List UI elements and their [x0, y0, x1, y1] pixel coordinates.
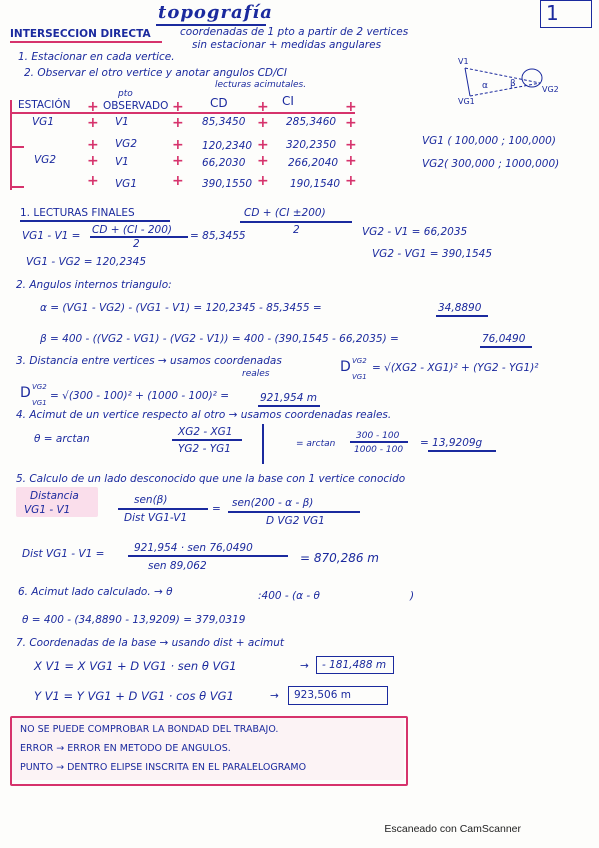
triangle-diagram: [440, 48, 590, 108]
row-observado: VG2: [115, 138, 137, 150]
table-row-tick: [10, 186, 24, 188]
lado-num2: sen(200 - α - β): [232, 497, 314, 509]
distancia-result: 921,954 m: [260, 392, 317, 404]
diagram-vg2-label: VG2: [542, 85, 559, 94]
beta-result-underline: [480, 346, 532, 348]
lado-num1: sen(β): [134, 494, 168, 506]
heading-line2: sin estacionar + medidas angulares: [192, 39, 382, 51]
table-plus-marker: +: [172, 153, 184, 169]
angulos-beta-eq: β = 400 - ((VG2 - VG1) - (VG2 - V1)) = 400 - (390,1545 - 66,2035) =: [40, 333, 399, 345]
acimut-num2: 300 - 100: [356, 431, 400, 441]
acimut-bar: [172, 439, 242, 441]
row-ci: 285,3460: [286, 116, 337, 128]
lecturas-eq1-den: 2: [133, 238, 140, 250]
diagram-v1-label: V1: [458, 57, 469, 66]
arrow-icon: →: [270, 690, 279, 702]
row-cd: 390,1550: [202, 178, 253, 190]
lecturas-title: 1. LECTURAS FINALES: [20, 207, 135, 219]
lado-dist-sub: VG1 - V1: [24, 504, 71, 516]
coords-vg2: VG2( 300,000 ; 1000,000): [422, 158, 560, 170]
lado-den2: D VG2 VG1: [266, 515, 325, 527]
lecturas-eq2: VG2 - V1 = 66,2035: [362, 226, 468, 238]
acimut-den2: 1000 - 100: [354, 445, 404, 455]
table-plus-marker: +: [257, 99, 269, 115]
step-2-note: lecturas acimutales.: [215, 80, 307, 90]
table-plus-marker: +: [345, 137, 357, 153]
row-observado: VG1: [115, 178, 137, 190]
lecturas-eq1-num: CD + (CI - 200): [92, 224, 173, 236]
table-plus-marker: +: [345, 173, 357, 189]
angulos-title: 2. Angulos internos triangulo:: [16, 279, 172, 291]
table-plus-marker: +: [87, 99, 99, 115]
arrow-icon: →: [300, 660, 309, 672]
row-cd: 85,3450: [202, 116, 246, 128]
acimut-lado-formula-end: ): [410, 590, 415, 602]
table-plus-marker: +: [172, 137, 184, 153]
col-cd-header: CD: [210, 96, 228, 110]
table-plus-marker: +: [345, 115, 357, 131]
table-plus-marker: +: [87, 173, 99, 189]
heading-underline: [10, 41, 162, 43]
row-observado: V1: [115, 156, 129, 168]
distancia-sub: VG1: [352, 373, 367, 381]
note-3: PUNTO → DENTRO ELIPSE INSCRITA EN EL PARALELOGRAMO: [20, 762, 307, 773]
acimut-lado-title: 6. Acimut lado calculado. → θ: [18, 586, 173, 598]
table-plus-marker: +: [172, 173, 184, 189]
distancia-title2: reales: [242, 369, 270, 379]
equals-sign: =: [212, 503, 221, 515]
page-title: topografía: [158, 2, 273, 23]
col-observado-header: OBSERVADO: [103, 100, 169, 112]
lado-bar1: [118, 508, 208, 510]
lecturas-formula-num: CD + (CI ±200): [244, 207, 326, 219]
distancia-sup: VG2: [352, 357, 367, 365]
angulos-alpha-result: 34,8890: [438, 302, 482, 314]
lecturas-underline: [20, 220, 170, 222]
table-plus-marker: +: [257, 115, 269, 131]
col-pto-header: pto: [118, 89, 133, 99]
lecturas-formula-den: 2: [293, 224, 300, 236]
step-1: 1. Estacionar en cada vertice.: [18, 51, 175, 63]
distancia-lhs-sub: VG1: [32, 399, 47, 407]
lecturas-eq3: VG1 - VG2 = 120,2345: [26, 256, 147, 268]
row-cd: 66,2030: [202, 157, 246, 169]
table-plus-marker: +: [87, 137, 99, 153]
distancia-eq: = √(300 - 100)² + (1000 - 100)² =: [50, 390, 230, 402]
note-2: ERROR → ERROR EN METODO DE ANGULOS.: [20, 743, 231, 754]
lado-dist-label: Distancia: [30, 490, 79, 502]
table-plus-marker: +: [87, 115, 99, 131]
acimut-eq: θ = arctan: [34, 433, 90, 445]
acimut-separator: [262, 424, 264, 464]
table-plus-marker: +: [172, 99, 184, 115]
lecturas-formula-bar: [240, 221, 352, 223]
lado-eq-result: = 870,286 m: [300, 551, 379, 565]
acimut-num: XG2 - XG1: [178, 426, 233, 438]
lecturas-eq1-lhs: VG1 - V1 =: [22, 230, 81, 242]
acimut-result-underline: [428, 450, 496, 452]
angulos-beta-result: 76,0490: [482, 333, 526, 345]
coordenadas-x-result: - 181,488 m: [322, 659, 387, 671]
distancia-result-underline: [258, 405, 320, 407]
col-estacion-header: ESTACIÓN: [18, 99, 71, 111]
page-number: 1: [546, 1, 559, 25]
table-left-bar: [10, 100, 12, 190]
acimut-bar2: [350, 441, 408, 443]
row-ci: 190,1540: [290, 178, 341, 190]
acimut-den: YG2 - YG1: [178, 443, 231, 455]
page-number-box: [540, 0, 592, 28]
acimut-lado-formula: :400 - (α - θ: [258, 590, 320, 602]
row-ci: 266,2040: [288, 157, 339, 169]
note-1: NO SE PUEDE COMPROBAR LA BONDAD DEL TRABAJO.: [20, 724, 279, 735]
table-plus-marker: +: [257, 137, 269, 153]
row-estacion: VG1: [32, 116, 54, 128]
acimut-eq2: = arctan: [296, 439, 336, 449]
lado-eq-den: sen 89,062: [148, 560, 207, 572]
diagram-alpha-label: α: [482, 81, 488, 91]
diagram-vg1-label: VG1: [458, 97, 475, 106]
row-cd: 120,2340: [202, 140, 253, 152]
heading-line1: coordenadas de 1 pto a partir de 2 vertices: [180, 26, 409, 38]
table-plus-marker: +: [257, 153, 269, 169]
coordenadas-x-eq: X V1 = X VG1 + D VG1 · sen θ VG1: [34, 659, 237, 673]
table-plus-marker: +: [257, 173, 269, 189]
lecturas-eq1-res: = 85,3455: [190, 230, 246, 242]
table-plus-marker: +: [345, 153, 357, 169]
distancia-lhs-symbol: D: [20, 385, 31, 401]
heading-label: INTERSECCION DIRECTA: [10, 28, 151, 40]
lado-eq-lhs: Dist VG1 - V1 =: [22, 548, 105, 560]
col-ci-header: CI: [282, 94, 294, 108]
acimut-result: = 13,9209g: [420, 437, 483, 449]
table-row-tick: [10, 146, 24, 148]
alpha-result-underline: [436, 315, 488, 317]
diagram-beta-label: β: [510, 79, 516, 89]
row-observado: V1: [115, 116, 129, 128]
acimut-lado-eq: θ = 400 - (34,8890 - 13,9209) = 379,0319: [22, 614, 246, 626]
row-estacion: VG2: [34, 154, 56, 166]
lado-eq-num: 921,954 · sen 76,0490: [134, 542, 253, 554]
coordenadas-title: 7. Coordenadas de la base → usando dist + acimut: [16, 637, 285, 649]
lado-den1: Dist VG1-V1: [124, 512, 188, 524]
angulos-alpha-eq: α = (VG1 - VG2) - (VG1 - V1) = 120,2345 - 85,3455 =: [40, 302, 322, 314]
coords-vg1: VG1 ( 100,000 ; 100,000): [422, 135, 556, 147]
coordenadas-y-eq: Y V1 = Y VG1 + D VG1 · cos θ VG1: [34, 689, 234, 703]
step-2: 2. Observar el otro vertice y anotar angulos CD/CI: [24, 67, 287, 79]
lado-bar2: [228, 511, 360, 513]
distancia-lhs-sup: VG2: [32, 383, 47, 391]
table-plus-marker: +: [87, 153, 99, 169]
distancia-title: 3. Distancia entre vertices → usamos coordenadas: [16, 355, 282, 367]
distancia-formula: = √(XG2 - XG1)² + (YG2 - YG1)²: [372, 362, 539, 374]
coordenadas-y-result: 923,506 m: [294, 689, 351, 701]
lado-eq-bar: [128, 555, 288, 557]
row-ci: 320,2350: [286, 139, 337, 151]
distancia-symbol: D: [340, 359, 351, 375]
scanner-watermark: Escaneado con CamScanner: [384, 823, 521, 835]
acimut-title: 4. Acimut de un vertice respecto al otro → usamos coordenadas reales.: [16, 409, 392, 421]
lecturas-eq4: VG2 - VG1 = 390,1545: [372, 248, 493, 260]
table-plus-marker: +: [345, 99, 357, 115]
lado-title: 5. Calculo de un lado desconocido que une la base con 1 vertice conocido: [16, 473, 406, 485]
table-plus-marker: +: [172, 115, 184, 131]
